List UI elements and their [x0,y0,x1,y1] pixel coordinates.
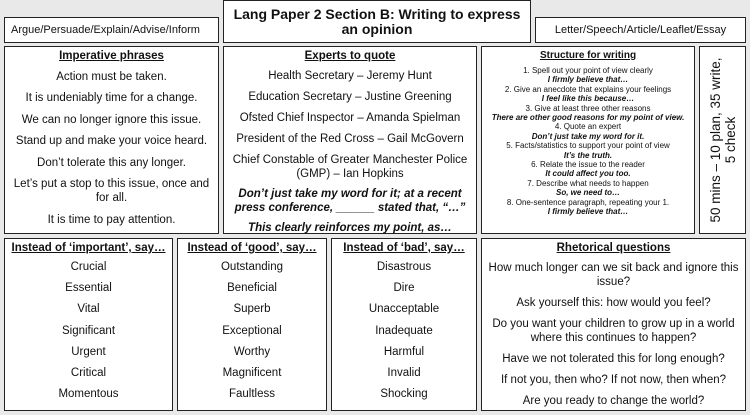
structure-example: It could affect you too. [545,169,631,179]
imperative-box [4,46,219,234]
bad-list [332,257,476,405]
structure-step: 7. Describe what needs to happen [527,178,649,188]
structure-step: 4. Quote an expert [554,122,622,132]
structure-box [481,46,695,234]
bad-synonym: Unacceptable [368,303,440,316]
important-synonym: Vital [77,303,100,316]
bad-synonyms-box [331,238,477,411]
good-synonym: Worthy [233,345,271,358]
bad-synonym: Inadequate [375,324,433,337]
important-synonym: Critical [70,366,107,379]
experts-box [223,46,477,234]
structure-list [482,66,694,217]
imperative-heading: Imperative phrases [59,50,164,62]
bad-synonym: Shocking [380,388,428,401]
expert-name: Education Secretary – Justine Greening [248,91,452,103]
rhetorical-heading: Rhetorical questions [556,242,671,254]
expert-quote-sentence: Don’t just take my word for it; at a recent press conference, ______ stated that, “…” [234,188,466,214]
imperative-phrase: Action must be taken. [56,70,167,83]
important-synonym: Momentous [58,388,119,401]
good-synonym: Superb [233,303,271,316]
experts-heading: Experts to quote [304,50,396,62]
important-synonyms-box [4,238,173,411]
expert-name: Ofsted Chief Inspector – Amanda Spielman [239,112,461,124]
structure-heading: Structure for writing [539,50,637,61]
good-list [178,257,326,405]
important-synonym: Crucial [70,261,107,273]
timing-line-1: 50 mins – 10 plan, 35 write, [707,57,723,223]
good-synonym: Exceptional [222,324,282,337]
rhetorical-question: If not you, then who? If not now, then when? [500,374,727,386]
bad-heading: Instead of ‘bad’, say… [343,242,465,254]
imperative-list [5,70,218,227]
page-title-box [223,0,531,43]
timing-line-2: 5 check [722,116,738,164]
important-synonym: Essential [65,282,112,295]
structure-step: 6. Relate the issue to the reader [531,160,645,170]
expert-name: Chief Constable of Greater Manchester Police (GMP) – Ian Hopkins [232,154,468,180]
expert-name: President of the Red Cross – Gail McGovern [236,133,464,145]
bad-synonym: Invalid [387,366,421,379]
imperative-phrase: We can no longer ignore this issue. [21,113,202,126]
imperative-phrase: Let’s put a stop to this issue, once and for all. [13,178,210,204]
imperative-phrase: Don’t tolerate this any longer. [37,156,186,169]
rhetorical-question: Have we not tolerated this for long enough? [502,353,725,365]
structure-example: So, we need to… [555,188,620,198]
rhetorical-question: Are you ready to change the world? [522,395,705,407]
good-synonym: Magnificent [222,366,282,379]
imperative-phrase: It is time to pay attention. [47,213,176,226]
expert-name: Health Secretary – Jeremy Hunt [268,70,432,82]
structure-step: 5. Facts/statistics to support your point of view [506,141,670,151]
timing-text [708,57,738,222]
bad-synonym: Harmful [383,345,425,358]
good-synonym: Outstanding [220,261,283,273]
rhetorical-list [482,261,745,408]
bad-synonym: Disastrous [376,261,432,273]
purposes-box [4,17,219,43]
purposes-label: Argue/Persuade/Explain/Advise/Inform [11,24,200,36]
good-heading: Instead of ‘good’, say… [187,242,317,254]
structure-example: I firmly believe that… [547,75,629,85]
page-title: Lang Paper 2 Section B: Writing to express an opinion [233,5,521,37]
rhetorical-question: How much longer can we sit back and ignore this issue? [488,262,739,288]
structure-example: I firmly believe that… [547,207,629,217]
structure-example: There are other good reasons for my point of view. [491,113,685,123]
reinforce-sentence: This clearly reinforces my point, as… [248,222,452,234]
rhetorical-box [481,238,746,411]
structure-step: 8. One-sentence paragraph, repeating your 1. [506,197,670,207]
experts-list [224,69,476,181]
good-synonym: Beneficial [227,282,277,295]
forms-box [535,17,746,43]
forms-label: Letter/Speech/Article/Leaflet/Essay [554,24,727,36]
structure-step: 1. Spell out your point of view clearly [523,66,653,75]
bad-synonym: Dire [393,282,415,295]
structure-example: Don’t just take my word for it. [531,131,645,141]
imperative-phrase: Stand up and make your voice heard. [15,135,208,147]
good-synonyms-box [177,238,327,411]
rhetorical-question: Ask yourself this: how would you feel? [516,297,711,309]
important-list [5,257,172,405]
good-synonym: Faultless [228,388,276,401]
structure-step: 3. Give at least three other reasons [525,103,651,113]
imperative-phrase: It is undeniably time for a change. [25,92,198,104]
important-heading: Instead of ‘important’, say… [11,242,166,254]
rhetorical-question: Do you want your children to grow up in a world where this continues to happen? [492,318,735,344]
structure-example: It’s the truth. [563,150,613,160]
important-synonym: Significant [61,324,116,337]
timing-box [699,46,746,234]
structure-example: I feel like this because… [541,94,635,104]
important-synonym: Urgent [71,345,106,358]
structure-step: 2. Give an anecdote that explains your feelings [504,84,672,94]
